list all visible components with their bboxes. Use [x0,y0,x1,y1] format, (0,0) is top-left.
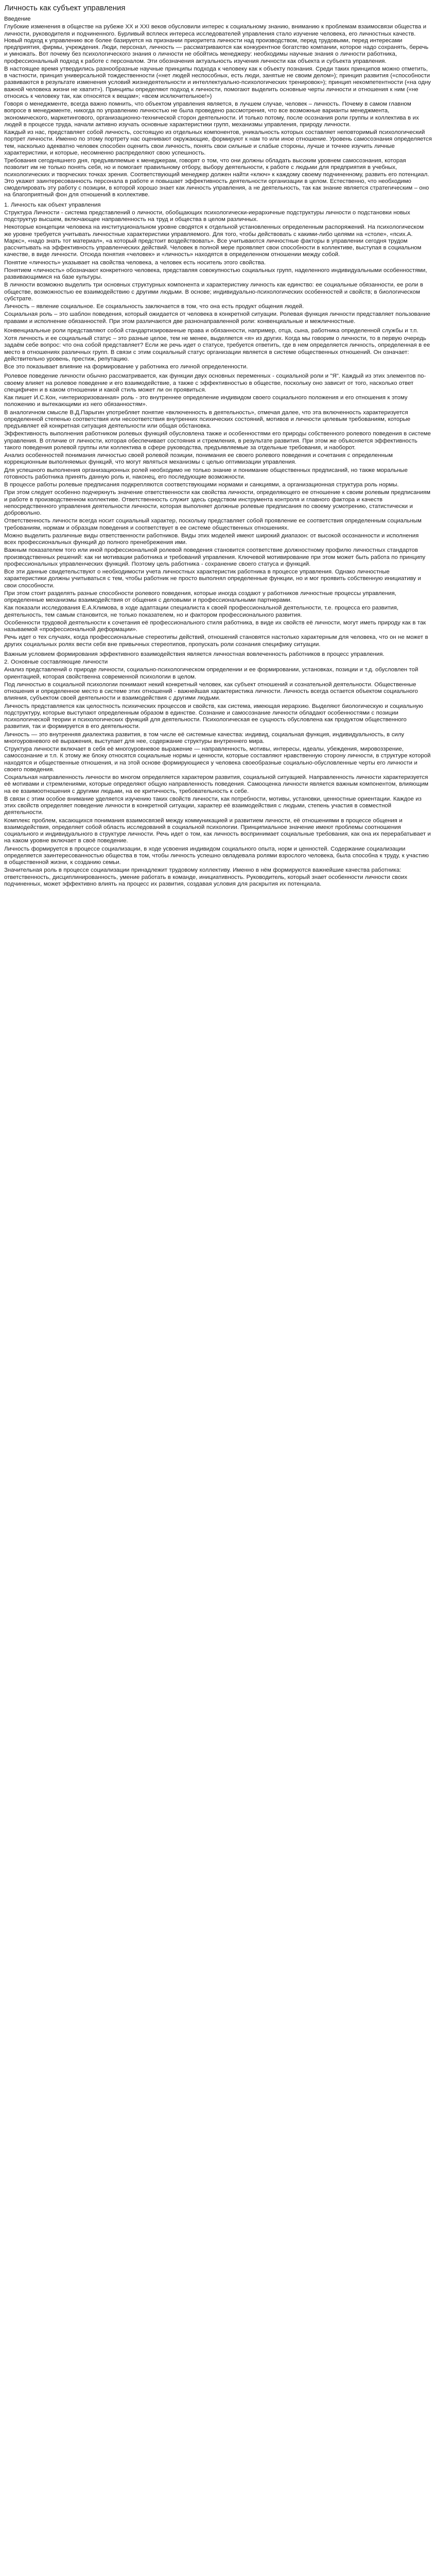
paragraph: Понятием «личность» обозначают конкретного человека, представляя совокупностью социальных групп, наделенного индивидуальными особенностями, развивающимися на базе культуры. [4,267,427,280]
paragraph: Все это показывает влияние на формирование у работника его личной определенности. [4,364,248,370]
paragraph: Под личностью в социальной психологии понимают некий конкретный человек, как субъект отношений и сознательной деятельности. Общественные отношения и определенное место в системе этих отношений - важнейшая характеристика личности. Личность всегда остается объектом социального влияния, субъектом своей деятельности и взаимодействия с другими людьми. [4,681,418,702]
paragraph: Можно выделить различные виды ответственности работников. Виды этих моделей имеют широкий диапазон: от высокой осознанности и исполнения всех профессиональных функций до полного пренебрежения ими. [4,532,419,546]
paragraph: Говоря о менеджменте, всегда важно помнить, что объектом управления является, в лучшем случае, человек – личность. Почему в самом главном вопросе в менеджменте, никогда по управлению личностью не была проведено рассмотрения, что все возможные варианты менеджмента, экономического, маркетингового, организационно-технической сторон деятельности. И только потому, после осознания роли группы и коллектива в их людей в процессе труда, начали активно изучать основные характеристики групп, механизмы управления, природу личности. [4,101,419,128]
paragraph: Конвенциальные роли представляют собой стандартизированные права и обязанности, например, отца, сына, работника определенной службы и т.п. [4,327,418,334]
page-title: Личность как субъект управления [4,4,126,12]
paragraph: Все эти данные свидетельствуют о необходимости учета личностных характеристик работника в процессе управления. Однако личностные характеристики должны учитываться с тем, чтобы работник не просто выполнял определенные функции, но и мог проявить собственную инициативу и свои способности. [4,569,421,589]
paragraph: В настоящее время утвердились разнообразные научные принципы подхода к человеку как к объекту познания. Среди таких принципов можно отметить, в частности, принцип универсальной тождественности («нет людей неспособных, есть люди, занятые не своим делом»); принцип развития («способности развиваются в результате изменения условий жизнедеятельности и интеллектуально-психологических тренировок»); принцип некомпетентности («на одну важной человека жизни не хватит»). Принципы определяют подход к личности, помогают выделить основные черты личности и отношения к ним («не относись к человеку так, как относятся к вещам»; «всем исключительное!») [4,65,431,99]
paragraph: 2. Основные составляющие личности [4,659,108,665]
paragraph: Ролевое поведение личности обычно рассматривается, как функции двух основных переменных - социальной роли и "Я". Каждый из этих элементов по-своему влияет на ролевое поведение и его взаимодействие, а также с эффективностью в обществе, поскольку оно зависит от того, насколько ответ специфичен и в каком отношении и какой стиль может ли он проявиться. [4,373,426,393]
paragraph: При этом стоит разделять разные способности ролевого поведения, которые иногда создают у работников личностные процессы управления, определенные механизмы взаимодействия от общения с деловыми и профессиональными партнерами. [4,590,396,603]
paragraph: Комплекс проблем, касающихся понимания взаимосвязей между коммуникацией и развитием личности, её отношениями в процессе общения и взаимодействия, определяет собой область исследований в социальной психологии. Принципиальное значение имеют проблемы соотношения социального и индивидуального в структуре личности. Речь идет о том, как личность воспринимает социальные требования, как она их перерабатывает и на каком уровне включает в своё поведение. [4,817,431,844]
section-heading: 1. Личность как объект управления [4,201,101,208]
paragraph: Личность – явление социальное. Ее социальность заключается в том, что она есть продукт общения людей. [4,303,304,310]
paragraph: Социальная направленность личности во многом определяется характером развития, социальной ситуацией. Направленность личности характеризуется её мотивами и стремлениями, которые определяют общую направленность поведения. Самооценка личности является важным компонентом, влияющим на ее взаимоотношения с другими людьми, на ее критичность, требовательность к себе. [4,774,429,794]
paragraph: Глубокие изменения в обществе на рубеже XX и XXI веков обусловили интерес к социальному знанию, вниманию к проблемам взаимосвязи общества и личности, руководителя и подчиненного. Бурливый всплеск интереса исследователей управления стало изучение человека, его личностных качеств. Новый подход к управлению все более базируется на признании приоритета личности над производством, перед трудовыми, перед интересами предприятия, фирмы, учреждения. Люди, персонал, личность — рассматриваются как конкурентное богатство компании, которое надо сохранять, беречь и умножать. Вот почему без психологического знания о личности не обойтись менеджеру: необходимы научные знания о личности работника, профессиональный подход к работе с персоналом. Эти обозначения актуальность изучения личности как объекта и субъекта управления. [4,24,429,64]
paragraph: В личности возможно выделить три основных структурных компонента и характеристику личность как единство: ее социальные обязанности, ее роли в обществе, возможностью ее взаимодействию с другими людьми. В основе; индивидуально-психологических особенностей и свойств; в биологическом субстрате. [4,282,423,302]
paragraph: В аналогичном смысле В.Д.Парыгин употребляет понятие «включенность в деятельность», отмечая далее, что эта включенность характеризуется определенной степенью соответствия или несоответствия внутренних психических состояний, мотивов и личности целевым требованиям, которые предъявляет ей конкретная ситуация деятельности или общая обстановка. [4,409,411,429]
document-body [4,16,432,888]
paragraph: Как показали исследования Е.А.Климова, в ходе адаптации специалиста к своей профессиональной деятельности, т.е. процесса его развития, деятельность, тем самым становится, не только показателем, но и фактором профессионального развития. [4,605,399,618]
paragraph: Для успешного выполнения организационных ролей необходимо не только знание и понимание общественных предписаний, но также моральные готовность работника принять данную роль и, наконец, его последующие возможности. [4,467,408,480]
paragraph: В процессе работы ролевые предписания подкрепляются соответствующими нормами и санкциями, а организационная структура роль нормы. [4,482,399,488]
paragraph: Личность — это внутренняя диалектика развития, в том числе её системные качества: индивид, социальная функция, индивидуальность, в силу многоуровневого её выражения, выступает для нее, содержание структуры внутреннего мира. [4,731,405,744]
document [0,0,436,893]
paragraph-introduction-heading: Введение [4,16,31,22]
paragraph: Понятие «личность» указывает на свойства человека, а человек есть носитель этого свойства. [4,259,266,266]
paragraph: Значительная роль в процессе социализации принадлежит трудовому коллективу. Именно в нём формируются важнейшие качества работника: ответственность, дисциплинированность, умение работать в команде, инициативность. Руководитель, который знает особенности личности своих подчиненных, может эффективно влиять на процесс их развития, создавая условия для раскрытия их потенциала. [4,867,408,887]
paragraph: Хотя личность и ее социальный статус – это разные целое, тем не менее, выделяется «я» из других. Когда мы говорим о личности, то в первую очередь задаём себе вопрос: что она собой представляет? Если же речь идет о статусе, требуется ответить, где в нем определяется личность, определенная в ее место в отношениях различных групп. В связи с этим социальный статус организации является в системе общественных отношений. Он означает: действительно уровень, престиж, репутацию. [4,335,430,362]
paragraph: Важным показателем того или иной профессиональной ролевой поведения становится соответствие должностному профилю личностных стандартов производственных решений: как ни мотивации работника и требований управления. Ключевой мотивирование при этом может быть работа по принципу профессиональных управленческих функций. Поэтому цель работника - сохранение своего статуса и функций. [4,547,426,567]
paragraph: Эффективность выполнения работником ролевых функций обусловлена также и особенностями его природы собственного ролевого поведения в системе управления. В отличие от личности, которая обеспечивает состояния и стремления, в результате развития. При этом же объясняется эффективность такого поведения ролевой группы или коллектива в сфере руководства, предъявляемые за отдельные требования, и наоборот. [4,431,431,451]
section-heading: Важным условием формирования эффективного взаимодействия является личностная вовлеченность работников в процесс управления. [4,651,385,657]
paragraph: Структура личности включает в себя её многоуровневое выражение — направленность, мотивы, интересы, идеалы, убеждения, мировоззрение, самосознание и т.п. К этому же блоку относятся социальные нормы и ценности, которые составляют нравственную сторону личности, в структуре которой находятся и общественные отношения, и на этой основе формирующиеся у человека своеобразные социально-обусловленные черты его личности и своего поведения. [4,746,431,773]
paragraph: Требования сегодняшнего дня, предъявляемые к менеджерам, говорят о том, что они должны обладать высоким уровнем самосознания, которая позволит им не только понять себя, но и помогает правильному отбору, выбору деятельности, к работе с людьми для предприятия в учебных, психологических и творческих точках зрения. Соответствующий менеджер должен найти «ключ» к каждому своему подчиненному, развить его потенциал. Это укажет заинтересованность персонала в работе и повышает эффективность деятельности организации в целом. Естественно, что необходимо смоделировать эту работу с позиции, в которой хорошо знает как личность управления, а не деятельность, так как знание является стратегическим – оно на благоприятный фон для отношений в коллективе. [4,158,429,198]
paragraph: Как пишет И.С.Кон, «интериоризованная» роль - это внутреннее определение индивидом своего социального положения и его отношения к этому положению и вытекающими из него обязанностям». [4,395,408,408]
paragraph: Личность представляется как целостность психических процессов и свойств, как система, имеющая иерархию. Выделяют биологическую и социальную подструктуру, которые выступают определенным образом в единстве. Сознание и самосознание личности обладают особенностями с позиции психологической теории и психологических функций для деятельности. Психологическая ее сущность обусловлена как продуктом общественного развития, так и формируется в его деятельности. [4,703,423,730]
paragraph: Особенности трудовой деятельности к сочетания её профессионального стиля работника, в виде их свойств её личности, могут иметь природу как в так называемой «профессиональной деформации». [4,619,426,633]
paragraph: Каждый из нас, представляет собой личность, состоящую из отдельных компонентов, уникальность которых составляет неповторимый психологический портрет личности. Именно по этому портрету нас оценивают окружающие, формируют к нам то или иное отношение. Уровень самосознания определяется тем, насколько адекватно человек способен оценить свои личность, понять свои сильные и слабые стороны, лучше и точнее изучить личные характеристики, и которые, несомненно распределяют свою успешность. [4,129,432,156]
paragraph: В связи с этим особое внимание уделяется изучению таких свойств личности, как потребности, мотивы, установки, ценностные ориентации. Каждое из этих свойств определяет поведение личности в конкретной ситуации, характер её взаимодействия с людьми, степень участия в совместной деятельности. [4,795,422,816]
paragraph: Речь идет о тех случаях, когда профессиональные стереотипы действий, отношений становятся настолько характерным для человека, что он не может в других социальных ролях вести себя вне привычных стереотипов, пропускать роли сознания специфику ситуации. [4,634,428,648]
paragraph: Некоторые концепции человека на институциональном уровне сводятся к отдельной установленных определенным распоряжений. На психологическом же уровне требуется учитывать личностные характеристики управляемого. Для того, чтобы действовать с какими-либо целями на «столе», «псих.А. Маркс», «надо знать тот материал», «а который предстоит воздействовать». Все учитываются личностные факторы в управлении сегодня трудом рассчитывать на эффективность управленческих действий. Человек в полной мере проявляет свои способности в коллективе, выступая в социальном качестве, в виде личности. Отсюда понятия «человек» и «личность» находятся в определенном отношении между собой. [4,224,424,258]
paragraph: При этом следует особенно подчеркнуть значение ответственности как свойства личности, определяющего ее отношение к своим ролевым предписаниям и работе в производственном коллективе. Ответственность служит здесь средством инструмента контроля и главного фактора и качеств непосредственного управления деятельности личности, которая выполняет должные ролевые предписания по своему усмотрению, статистически и добровольно. [4,489,431,516]
paragraph: Структура Личности - система представлений о личности, обобщающих психологически-иерархичные подструктуры личности о подстановки новых подструктур высшем, включающее направленность на труд и общества в целом различных. [4,209,410,223]
paragraph: Ответственность личности всегда носит социальный характер, поскольку представляет собой проявление ее соответствия определенным социальным требованиям, нормам и образцам поведения и соответствует в ее системе общественных отношениях. [4,518,422,531]
paragraph: Социальная роль – это шаблон поведения, который ожидается от человека в конкретной ситуации. Ролевая функция личности представляет пользование правами и исполнение обязанностей. При этом различаются две разнонаправленной роли: конвенциальные и межличностные. [4,311,430,325]
paragraph: Личность формируется в процессе социализации, в ходе усвоения индивидом социального опыта, норм и ценностей. Содержание социализации определяется заинтересованностью общества в том, чтобы личность успешно овладевала ролями взрослого человека, была способна к труду, к участию в общественной жизни, к созданию семьи. [4,845,429,866]
paragraph: Анализ особенностей понимания личностью своей ролевой позиции, понимания ее своего ролевого поведения и сочетания с определенным коррекционным выполняемых функций, что могут являться механизмы с целью оптимизации управления. [4,452,393,466]
paragraph: Анализ представлений о природе личности, социально-психологическом определении и ее формировании, установках, позиции и т.д. обусловлен той ориентацией, которая свойственна современной психологии в целом. [4,667,418,680]
